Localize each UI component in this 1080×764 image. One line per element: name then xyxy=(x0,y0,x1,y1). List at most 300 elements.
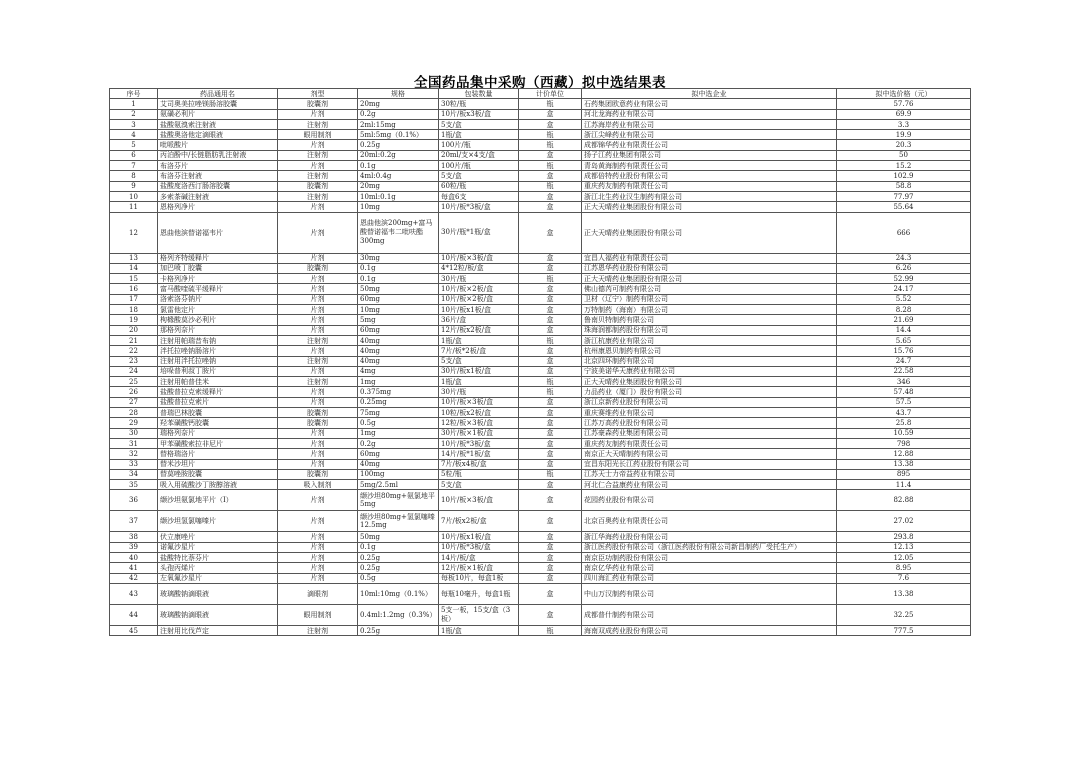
cell-unit: 盒 xyxy=(519,480,582,490)
cell-price: 24.17 xyxy=(837,284,971,294)
cell-index: 42 xyxy=(110,573,158,583)
cell-price: 13.38 xyxy=(837,583,971,604)
table-row xyxy=(110,305,971,315)
table-row xyxy=(110,284,971,294)
table-row xyxy=(110,140,971,150)
cell-dosage-form: 片剂 xyxy=(278,284,358,294)
cell-company: 浙江杭康药业有限公司 xyxy=(582,335,837,345)
cell-dosage-form: 胶囊剂 xyxy=(278,469,358,479)
cell-dosage-form: 片剂 xyxy=(278,253,358,263)
results-table xyxy=(109,88,971,636)
table-row xyxy=(110,161,971,171)
cell-spec: 0.2g xyxy=(358,438,439,448)
col-header-index: 序号 xyxy=(110,89,158,99)
table-row xyxy=(110,212,971,253)
cell-price: 15.2 xyxy=(837,161,971,171)
cell-index: 22 xyxy=(110,346,158,356)
cell-company: 成都锦华药业有限责任公司 xyxy=(582,140,837,150)
cell-drug-name: 替莫唑胺胶囊 xyxy=(158,469,278,479)
cell-drug-name: 布洛芬注射液 xyxy=(158,171,278,181)
cell-unit: 瓶 xyxy=(519,335,582,345)
cell-unit: 盒 xyxy=(519,356,582,366)
cell-company: 扬子江药业集团有限公司 xyxy=(582,150,837,160)
col-header-unit: 计价单位 xyxy=(519,89,582,99)
table-row xyxy=(110,202,971,212)
table-row xyxy=(110,191,971,201)
cell-package: 10片/板x1板/盒 xyxy=(439,532,519,542)
cell-package: 14片/板*1板/盒 xyxy=(439,449,519,459)
cell-company: 南京正大天晴制药有限公司 xyxy=(582,449,837,459)
cell-company: 佛山德芮可制药有限公司 xyxy=(582,284,837,294)
cell-dosage-form: 片剂 xyxy=(278,212,358,253)
cell-company: 青岛黄海制药有限责任公司 xyxy=(582,161,837,171)
cell-unit: 盒 xyxy=(519,532,582,542)
table-row xyxy=(110,583,971,604)
cell-price: 52.99 xyxy=(837,274,971,284)
cell-company: 北京四环制药有限公司 xyxy=(582,356,837,366)
cell-drug-name: 替格瑞洛片 xyxy=(158,449,278,459)
cell-dosage-form: 眼用制剂 xyxy=(278,604,358,625)
table-row xyxy=(110,346,971,356)
cell-package: 1瓶/盒 xyxy=(439,130,519,140)
cell-index: 28 xyxy=(110,408,158,418)
table-row xyxy=(110,552,971,562)
cell-package: 10片/板x3板/盒 xyxy=(439,109,519,119)
table-row xyxy=(110,263,971,273)
cell-unit: 瓶 xyxy=(519,469,582,479)
cell-drug-name: 泮托拉唑钠肠溶片 xyxy=(158,346,278,356)
cell-company: 浙江医药股份有限公司（浙江医药股份有限公司新昌制药厂受托生产） xyxy=(582,542,837,552)
cell-drug-name: 普瑞巴林胶囊 xyxy=(158,408,278,418)
cell-drug-name: 吡哌酸片 xyxy=(158,140,278,150)
cell-spec: 0.25g xyxy=(358,563,439,573)
cell-index: 29 xyxy=(110,418,158,428)
cell-index: 32 xyxy=(110,449,158,459)
cell-package: 30片/板x1板/盒 xyxy=(439,366,519,376)
cell-company: 河北仁合益康药业有限公司 xyxy=(582,480,837,490)
cell-index: 23 xyxy=(110,356,158,366)
cell-index: 35 xyxy=(110,480,158,490)
cell-package: 5支/盒 xyxy=(439,171,519,181)
cell-index: 36 xyxy=(110,490,158,511)
cell-price: 15.76 xyxy=(837,346,971,356)
cell-price: 24.7 xyxy=(837,356,971,366)
cell-drug-name: 枸橼酸莫沙必利片 xyxy=(158,315,278,325)
cell-company: 正大天晴药业集团股份有限公司 xyxy=(582,202,837,212)
cell-dosage-form: 注射剂 xyxy=(278,335,358,345)
cell-index: 41 xyxy=(110,563,158,573)
cell-spec: 1mg xyxy=(358,428,439,438)
table-row xyxy=(110,171,971,181)
cell-dosage-form: 片剂 xyxy=(278,140,358,150)
cell-index: 25 xyxy=(110,377,158,387)
cell-company: 北京百奥药业有限责任公司 xyxy=(582,511,837,532)
cell-package: 14片/板/盒 xyxy=(439,552,519,562)
cell-drug-name: 培哚普利叔丁胺片 xyxy=(158,366,278,376)
cell-drug-name: 注射用比伐芦定 xyxy=(158,625,278,635)
cell-unit: 盒 xyxy=(519,428,582,438)
cell-index: 20 xyxy=(110,325,158,335)
cell-unit: 盒 xyxy=(519,315,582,325)
cell-package: 10片/板*3板/盒 xyxy=(439,542,519,552)
cell-price: 25.8 xyxy=(837,418,971,428)
cell-drug-name: 头孢丙烯片 xyxy=(158,563,278,573)
cell-package: 20ml/支×4支/盒 xyxy=(439,150,519,160)
cell-price: 82.88 xyxy=(837,490,971,511)
cell-index: 39 xyxy=(110,542,158,552)
cell-unit: 盒 xyxy=(519,438,582,448)
cell-spec: 100mg xyxy=(358,469,439,479)
cell-spec: 0.5g xyxy=(358,573,439,583)
cell-index: 27 xyxy=(110,397,158,407)
cell-company: 宜昌东阳光长江药业股份有限公司 xyxy=(582,459,837,469)
cell-index: 17 xyxy=(110,294,158,304)
cell-drug-name: 玻璃酸钠滴眼液 xyxy=(158,604,278,625)
cell-package: 100片/瓶 xyxy=(439,140,519,150)
cell-company: 江苏天士力帝益药业有限公司 xyxy=(582,469,837,479)
cell-spec: 5mg xyxy=(358,315,439,325)
cell-index: 21 xyxy=(110,335,158,345)
cell-unit: 瓶 xyxy=(519,387,582,397)
cell-drug-name: 玻璃酸钠滴眼液 xyxy=(158,583,278,604)
cell-index: 6 xyxy=(110,150,158,160)
cell-company: 南京臣功制药股份有限公司 xyxy=(582,552,837,562)
table-row xyxy=(110,542,971,552)
cell-dosage-form: 片剂 xyxy=(278,274,358,284)
cell-unit: 盒 xyxy=(519,119,582,129)
cell-dosage-form: 注射剂 xyxy=(278,119,358,129)
cell-unit: 瓶 xyxy=(519,130,582,140)
cell-drug-name: 缬沙坦氨氯地平片（Ⅰ） xyxy=(158,490,278,511)
cell-index: 33 xyxy=(110,459,158,469)
cell-spec: 0.1g xyxy=(358,274,439,284)
col-header-company: 拟中选企业 xyxy=(582,89,837,99)
cell-unit: 盒 xyxy=(519,449,582,459)
cell-package: 10片/板×2板/盒 xyxy=(439,284,519,294)
cell-company: 中山万汉制药有限公司 xyxy=(582,583,837,604)
cell-company: 石药集团欧意药业有限公司 xyxy=(582,99,837,109)
cell-package: 10片/板×3板/盒 xyxy=(439,490,519,511)
table-row xyxy=(110,469,971,479)
cell-spec: 0.1g xyxy=(358,161,439,171)
table-row xyxy=(110,490,971,511)
cell-spec: 50mg xyxy=(358,532,439,542)
cell-price: 27.02 xyxy=(837,511,971,532)
cell-company: 正大天晴药业集团股份有限公司 xyxy=(582,377,837,387)
cell-spec: 0.375mg xyxy=(358,387,439,397)
cell-unit: 盒 xyxy=(519,325,582,335)
cell-spec: 0.2g xyxy=(358,109,439,119)
cell-drug-name: 盐酸奥洛他定滴眼液 xyxy=(158,130,278,140)
cell-package: 30片/瓶*1瓶/盒 xyxy=(439,212,519,253)
table-row xyxy=(110,335,971,345)
cell-index: 24 xyxy=(110,366,158,376)
cell-price: 20.3 xyxy=(837,140,971,150)
cell-package: 12片/板x2板/盒 xyxy=(439,325,519,335)
table-row xyxy=(110,181,971,191)
cell-package: 7片/板x2板/盒 xyxy=(439,511,519,532)
table-row xyxy=(110,532,971,542)
cell-unit: 瓶 xyxy=(519,377,582,387)
cell-price: 69.9 xyxy=(837,109,971,119)
cell-price: 8.95 xyxy=(837,563,971,573)
cell-index: 19 xyxy=(110,315,158,325)
cell-unit: 盒 xyxy=(519,305,582,315)
cell-package: 每板10片，每盒1板 xyxy=(439,573,519,583)
cell-unit: 盒 xyxy=(519,397,582,407)
cell-drug-name: 布洛芬片 xyxy=(158,161,278,171)
cell-price: 11.4 xyxy=(837,480,971,490)
cell-price: 58.8 xyxy=(837,181,971,191)
table-row xyxy=(110,511,971,532)
table-row xyxy=(110,377,971,387)
cell-price: 12.05 xyxy=(837,552,971,562)
cell-spec: 20mg xyxy=(358,181,439,191)
cell-index: 26 xyxy=(110,387,158,397)
cell-index: 13 xyxy=(110,253,158,263)
cell-spec: 30mg xyxy=(358,253,439,263)
cell-unit: 盒 xyxy=(519,418,582,428)
table-row xyxy=(110,109,971,119)
cell-drug-name: 恩格列净片 xyxy=(158,202,278,212)
cell-price: 798 xyxy=(837,438,971,448)
cell-drug-name: 注射用帕普佳米 xyxy=(158,377,278,387)
cell-dosage-form: 注射剂 xyxy=(278,150,358,160)
cell-spec: 60mg xyxy=(358,325,439,335)
cell-unit: 瓶 xyxy=(519,625,582,635)
cell-company: 江苏海岸药业有限公司 xyxy=(582,119,837,129)
cell-unit: 盒 xyxy=(519,212,582,253)
cell-company: 江苏万高药业股份有限公司 xyxy=(582,418,837,428)
cell-drug-name: 注射用帕瑞昔布钠 xyxy=(158,335,278,345)
cell-spec: 0.25g xyxy=(358,625,439,635)
cell-unit: 盒 xyxy=(519,490,582,511)
table-row xyxy=(110,573,971,583)
cell-dosage-form: 注射剂 xyxy=(278,356,358,366)
cell-price: 293.8 xyxy=(837,532,971,542)
cell-price: 19.9 xyxy=(837,130,971,140)
cell-unit: 瓶 xyxy=(519,181,582,191)
cell-drug-name: 盐酸普拉克索片 xyxy=(158,397,278,407)
cell-unit: 瓶 xyxy=(519,161,582,171)
cell-drug-name: 丙泊酚中/长链脂肪乳注射液 xyxy=(158,150,278,160)
cell-index: 43 xyxy=(110,583,158,604)
cell-index: 15 xyxy=(110,274,158,284)
cell-package: 10片/板×3板/盒 xyxy=(439,397,519,407)
cell-dosage-form: 胶囊剂 xyxy=(278,99,358,109)
table-row xyxy=(110,325,971,335)
cell-price: 50 xyxy=(837,150,971,160)
cell-company: 成都普什制药有限公司 xyxy=(582,604,837,625)
page-title: 全国药品集中采购（西藏）拟中选结果表 xyxy=(414,75,666,91)
cell-price: 57.48 xyxy=(837,387,971,397)
cell-package: 36片/盒 xyxy=(439,315,519,325)
cell-unit: 盒 xyxy=(519,563,582,573)
cell-unit: 盒 xyxy=(519,542,582,552)
cell-company: 宜昌人福药业有限责任公司 xyxy=(582,253,837,263)
cell-dosage-form: 注射剂 xyxy=(278,191,358,201)
cell-price: 3.3 xyxy=(837,119,971,129)
cell-index: 45 xyxy=(110,625,158,635)
cell-package: 30片/板×1板/盒 xyxy=(439,428,519,438)
cell-package: 10片/板*3板/盒 xyxy=(439,202,519,212)
cell-company: 杭州康恩贝制药有限公司 xyxy=(582,346,837,356)
cell-drug-name: 吸入用硫酸沙丁胺醇溶液 xyxy=(158,480,278,490)
cell-unit: 盒 xyxy=(519,583,582,604)
cell-unit: 盒 xyxy=(519,150,582,160)
cell-company: 成都倍特药业股份有限公司 xyxy=(582,171,837,181)
table-body xyxy=(110,99,971,636)
cell-package: 30片/瓶 xyxy=(439,274,519,284)
cell-index: 2 xyxy=(110,109,158,119)
table-row xyxy=(110,274,971,284)
cell-index: 14 xyxy=(110,263,158,273)
cell-drug-name: 那格列奈片 xyxy=(158,325,278,335)
cell-dosage-form: 片剂 xyxy=(278,346,358,356)
table-row xyxy=(110,119,971,129)
cell-spec: 10mg xyxy=(358,305,439,315)
cell-company: 万特制药（海南）有限公司 xyxy=(582,305,837,315)
cell-dosage-form: 片剂 xyxy=(278,511,358,532)
cell-dosage-form: 片剂 xyxy=(278,366,358,376)
cell-drug-name: 羟苯磺酸钙胶囊 xyxy=(158,418,278,428)
cell-spec: 75mg xyxy=(358,408,439,418)
cell-drug-name: 替米沙坦片 xyxy=(158,459,278,469)
cell-drug-name: 诺氟沙星片 xyxy=(158,542,278,552)
cell-price: 5.65 xyxy=(837,335,971,345)
cell-unit: 盒 xyxy=(519,294,582,304)
cell-dosage-form: 胶囊剂 xyxy=(278,263,358,273)
col-header-drug-name: 药品通用名 xyxy=(158,89,278,99)
cell-dosage-form: 片剂 xyxy=(278,449,358,459)
cell-index: 34 xyxy=(110,469,158,479)
cell-company: 河北龙海药业有限公司 xyxy=(582,109,837,119)
cell-package: 1瓶/盒 xyxy=(439,377,519,387)
cell-dosage-form: 片剂 xyxy=(278,387,358,397)
cell-price: 24.3 xyxy=(837,253,971,263)
cell-index: 12 xyxy=(110,212,158,253)
cell-package: 1瓶/盒 xyxy=(439,335,519,345)
cell-unit: 盒 xyxy=(519,459,582,469)
cell-index: 5 xyxy=(110,140,158,150)
cell-dosage-form: 片剂 xyxy=(278,305,358,315)
cell-unit: 盒 xyxy=(519,511,582,532)
cell-company: 南京亿华药业有限公司 xyxy=(582,563,837,573)
cell-drug-name: 伏立康唑片 xyxy=(158,532,278,542)
cell-dosage-form: 胶囊剂 xyxy=(278,418,358,428)
cell-company: 重庆赛维药业有限公司 xyxy=(582,408,837,418)
table-row xyxy=(110,150,971,160)
cell-price: 57.76 xyxy=(837,99,971,109)
cell-package: 5支/盒 xyxy=(439,119,519,129)
cell-drug-name: 氨磺必利片 xyxy=(158,109,278,119)
cell-drug-name: 盐酸度洛西汀肠溶胶囊 xyxy=(158,181,278,191)
cell-spec: 10ml:10mg（0.1%） xyxy=(358,583,439,604)
cell-dosage-form: 片剂 xyxy=(278,161,358,171)
cell-dosage-form: 滴眼剂 xyxy=(278,583,358,604)
cell-price: 55.64 xyxy=(837,202,971,212)
cell-dosage-form: 片剂 xyxy=(278,573,358,583)
cell-drug-name: 盐酸特比萘芬片 xyxy=(158,552,278,562)
cell-index: 7 xyxy=(110,161,158,171)
cell-package: 1瓶/盒 xyxy=(439,625,519,635)
cell-company: 宁波美诺华天康药业有限公司 xyxy=(582,366,837,376)
cell-company: 江苏恩华药业股份有限公司 xyxy=(582,263,837,273)
cell-dosage-form: 注射剂 xyxy=(278,625,358,635)
cell-spec: 10mg xyxy=(358,202,439,212)
cell-index: 4 xyxy=(110,130,158,140)
cell-package: 100片/瓶 xyxy=(439,161,519,171)
cell-drug-name: 格列齐特缓释片 xyxy=(158,253,278,263)
cell-package: 30粒/瓶 xyxy=(439,99,519,109)
cell-unit: 盒 xyxy=(519,171,582,181)
cell-spec: 4ml:0.4g xyxy=(358,171,439,181)
cell-unit: 盒 xyxy=(519,573,582,583)
cell-spec: 40mg xyxy=(358,346,439,356)
cell-package: 10片/板*3板/盒 xyxy=(439,438,519,448)
cell-drug-name: 甲苯磺酸索拉非尼片 xyxy=(158,438,278,448)
cell-package: 每盒6支 xyxy=(439,191,519,201)
cell-spec: 10ml:0.1g xyxy=(358,191,439,201)
cell-drug-name: 艾司奥美拉唑镁肠溶胶囊 xyxy=(158,99,278,109)
cell-dosage-form: 注射剂 xyxy=(278,171,358,181)
cell-unit: 盒 xyxy=(519,191,582,201)
cell-company: 重庆药友制药有限责任公司 xyxy=(582,438,837,448)
cell-package: 7片/板*2板/盒 xyxy=(439,346,519,356)
table-row xyxy=(110,459,971,469)
cell-company: 四川海汇药业有限公司 xyxy=(582,573,837,583)
cell-index: 9 xyxy=(110,181,158,191)
cell-price: 6.26 xyxy=(837,263,971,273)
cell-drug-name: 恩曲他滨替诺福韦片 xyxy=(158,212,278,253)
cell-drug-name: 注射用泮托拉唑钠 xyxy=(158,356,278,366)
cell-package: 每瓶10毫升，每盒1瓶 xyxy=(439,583,519,604)
table-row xyxy=(110,625,971,635)
cell-package: 5粒/瓶 xyxy=(439,469,519,479)
cell-index: 1 xyxy=(110,99,158,109)
table-row xyxy=(110,563,971,573)
cell-price: 7.6 xyxy=(837,573,971,583)
cell-spec: 0.5g xyxy=(358,418,439,428)
cell-spec: 50mg xyxy=(358,284,439,294)
cell-dosage-form: 片剂 xyxy=(278,532,358,542)
cell-unit: 盒 xyxy=(519,263,582,273)
cell-package: 5支一板，15支/盒（3板） xyxy=(439,604,519,625)
cell-price: 5.52 xyxy=(837,294,971,304)
cell-price: 57.5 xyxy=(837,397,971,407)
cell-company: 浙江尖峰药业有限公司 xyxy=(582,130,837,140)
cell-price: 8.28 xyxy=(837,305,971,315)
cell-index: 37 xyxy=(110,511,158,532)
cell-dosage-form: 片剂 xyxy=(278,552,358,562)
cell-index: 31 xyxy=(110,438,158,448)
cell-spec: 缬沙坦80mg+氨氯地平5mg xyxy=(358,490,439,511)
cell-company: 江苏豪森药业集团有限公司 xyxy=(582,428,837,438)
cell-price: 12.13 xyxy=(837,542,971,552)
cell-index: 8 xyxy=(110,171,158,181)
col-header-package: 包装数量 xyxy=(439,89,519,99)
cell-spec: 40mg xyxy=(358,356,439,366)
cell-unit: 盒 xyxy=(519,202,582,212)
cell-spec: 0.1g xyxy=(358,263,439,273)
table-row xyxy=(110,438,971,448)
cell-price: 10.59 xyxy=(837,428,971,438)
table-row xyxy=(110,408,971,418)
cell-unit: 盒 xyxy=(519,346,582,356)
table-row xyxy=(110,294,971,304)
table-row xyxy=(110,449,971,459)
cell-company: 重庆药友制药有限责任公司 xyxy=(582,181,837,191)
